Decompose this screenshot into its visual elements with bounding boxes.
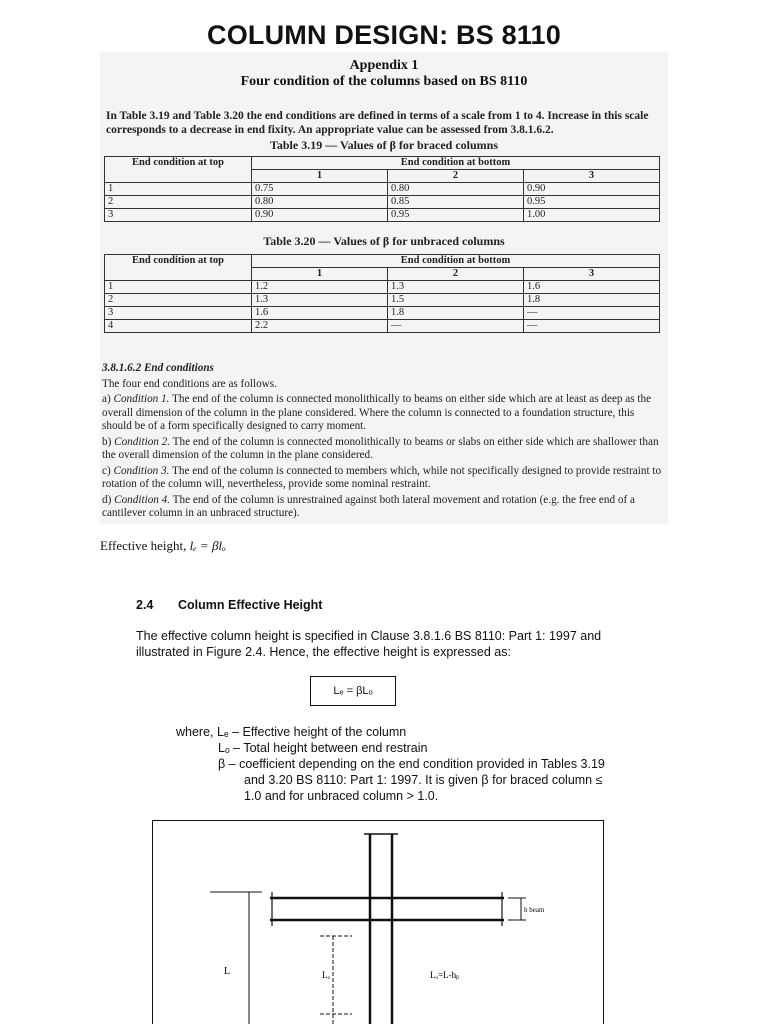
l-label: L (224, 966, 231, 977)
condition-text: The end of the column is unrestrained against both lateral movement and rotation (e.g. the free end of a cantilever column in an unbraced structure). (102, 493, 635, 519)
condition-lead: a) (102, 393, 114, 405)
intro-text: In Table 3.19 and Table 3.20 the end conditions are defined in terms of a scale from 1 to 4. Increase in this scale corresponds to a decrease in end fixity. An appropriate value can be assessed from 3.8.1.6.2. (106, 110, 649, 136)
table-cell: 3 (105, 209, 252, 222)
page-title: COLUMN DESIGN: BS 8110 (207, 20, 561, 50)
where-definitions (176, 724, 636, 804)
table-cell: 1.6 (523, 281, 659, 294)
column-effective-height-figure (152, 820, 604, 1024)
where-line-3: β – coefficient depending on the end condition provided in Tables 3.19 (218, 757, 605, 771)
end-conditions-section (102, 362, 662, 521)
table-cell: 1.8 (387, 307, 523, 320)
section-paragraph: The effective column height is specified in Clause 3.8.1.6 BS 8110: Part 1: 1997 and illustrated in Figure 2.4. Hence, the effective height is expressed as: (136, 629, 602, 659)
table-cell: 1.6 (252, 307, 388, 320)
table-cell: 2 (105, 196, 252, 209)
table-cell: 0.80 (387, 183, 523, 196)
table-row (105, 307, 660, 320)
end-conditions-heading: 3.8.1.6.2 End conditions (102, 362, 214, 374)
table-cell: 1.00 (523, 209, 659, 222)
table1-header-top: End condition at top (105, 157, 252, 183)
table-cell: 0.85 (387, 196, 523, 209)
table1-col-2: 2 (387, 170, 523, 183)
table-cell: 1.8 (523, 294, 659, 307)
end-conditions-intro: The four end conditions are as follows. (102, 377, 277, 390)
table-cell: — (523, 307, 659, 320)
effective-height-line (100, 538, 226, 554)
where-line-1: where, Lₑ – Effective height of the column (176, 725, 407, 739)
table2-col-2: 2 (387, 268, 523, 281)
condition-1 (102, 393, 662, 434)
table-cell: 0.75 (252, 183, 388, 196)
condition-name: Condition 1. (113, 393, 170, 405)
figure-frame (153, 821, 604, 1024)
unbraced-columns-table (104, 254, 660, 333)
table1-col-1: 1 (252, 170, 388, 183)
effective-height-formula: lₑ = βlₒ (189, 538, 226, 553)
table-cell: 1.3 (252, 294, 388, 307)
condition-name: Condition 4. (114, 493, 171, 506)
condition-text: The end of the column is connected monolithically to beams on either side which are at least as deep as the overall dimension of the column in the plane considered. Where the column is connected to a foundation structure, this should be of a form specifically designed to carry moment. (102, 393, 652, 432)
table-row (105, 183, 660, 196)
condition-3 (102, 465, 662, 492)
table-cell: 1.2 (252, 281, 388, 294)
table2-header-bottom: End condition at bottom (252, 255, 660, 268)
table-cell: 0.90 (252, 209, 388, 222)
condition-lead: b) (102, 435, 115, 448)
table1-caption: Table 3.19 — Values of β for braced columns (269, 138, 498, 152)
where-line-5: 1.0 and for unbraced column > 1.0. (244, 789, 439, 803)
table-cell: 1 (105, 183, 252, 196)
table-cell: 0.80 (252, 196, 388, 209)
table-row (105, 209, 660, 222)
table2-caption: Table 3.20 — Values of β for unbraced columns (263, 234, 505, 248)
table-cell: 2 (105, 294, 252, 307)
condition-2 (102, 436, 662, 463)
braced-columns-table (104, 156, 660, 222)
table2-col-3: 3 (523, 268, 659, 281)
condition-text: The end of the column is connected to members which, while not specifically designed to provide restraint to rotation of the column will, nevertheless, provide some nominal restraint. (102, 464, 662, 490)
table1-header-bottom: End condition at bottom (252, 157, 660, 170)
condition-name: Condition 3. (113, 464, 170, 477)
table-row (105, 196, 660, 209)
appendix-label: Appendix 1 (349, 58, 419, 73)
table-cell: 3 (105, 307, 252, 320)
table-cell: — (523, 320, 659, 333)
lo-label: Lₒ (322, 970, 331, 980)
hbeam-label: h beam (524, 906, 545, 914)
lo-equation-label: Lₒ=L-hᵦ (430, 970, 459, 980)
condition-4 (102, 494, 662, 521)
table-row (105, 281, 660, 294)
table-cell: 0.95 (387, 209, 523, 222)
table-cell: 0.95 (523, 196, 659, 209)
table-cell: 4 (105, 320, 252, 333)
table-cell: 2.2 (252, 320, 388, 333)
condition-text: The end of the column is connected monolithically to beams or slabs on either side which are shallower than the overall dimension of the column in the plane considered. (102, 435, 659, 461)
scanned-appendix (100, 52, 668, 524)
table2-col-1: 1 (252, 268, 388, 281)
table-cell: 1.5 (387, 294, 523, 307)
where-line-4: and 3.20 BS 8110: Part 1: 1997. It is given β for braced column ≤ (244, 773, 603, 787)
condition-lead: d) (102, 493, 115, 506)
formula-box: Lₑ = βLₒ (310, 676, 396, 706)
table-cell: 0.90 (523, 183, 659, 196)
table-cell: 1.3 (387, 281, 523, 294)
table-cell: 1 (105, 281, 252, 294)
where-line-2: Lₒ – Total height between end restrain (218, 741, 428, 755)
appendix-subtitle: Four condition of the columns based on BS 8110 (240, 74, 528, 89)
section-title: Column Effective Height (178, 598, 323, 612)
condition-name: Condition 2. (114, 435, 171, 448)
table1-col-3: 3 (523, 170, 659, 183)
table2-header-top: End condition at top (105, 255, 252, 281)
section-number: 2.4 (136, 598, 154, 612)
effective-height-label: Effective height, (100, 538, 190, 553)
table-row (105, 294, 660, 307)
table-cell: — (387, 320, 523, 333)
table-row (105, 320, 660, 333)
condition-lead: c) (102, 464, 114, 477)
